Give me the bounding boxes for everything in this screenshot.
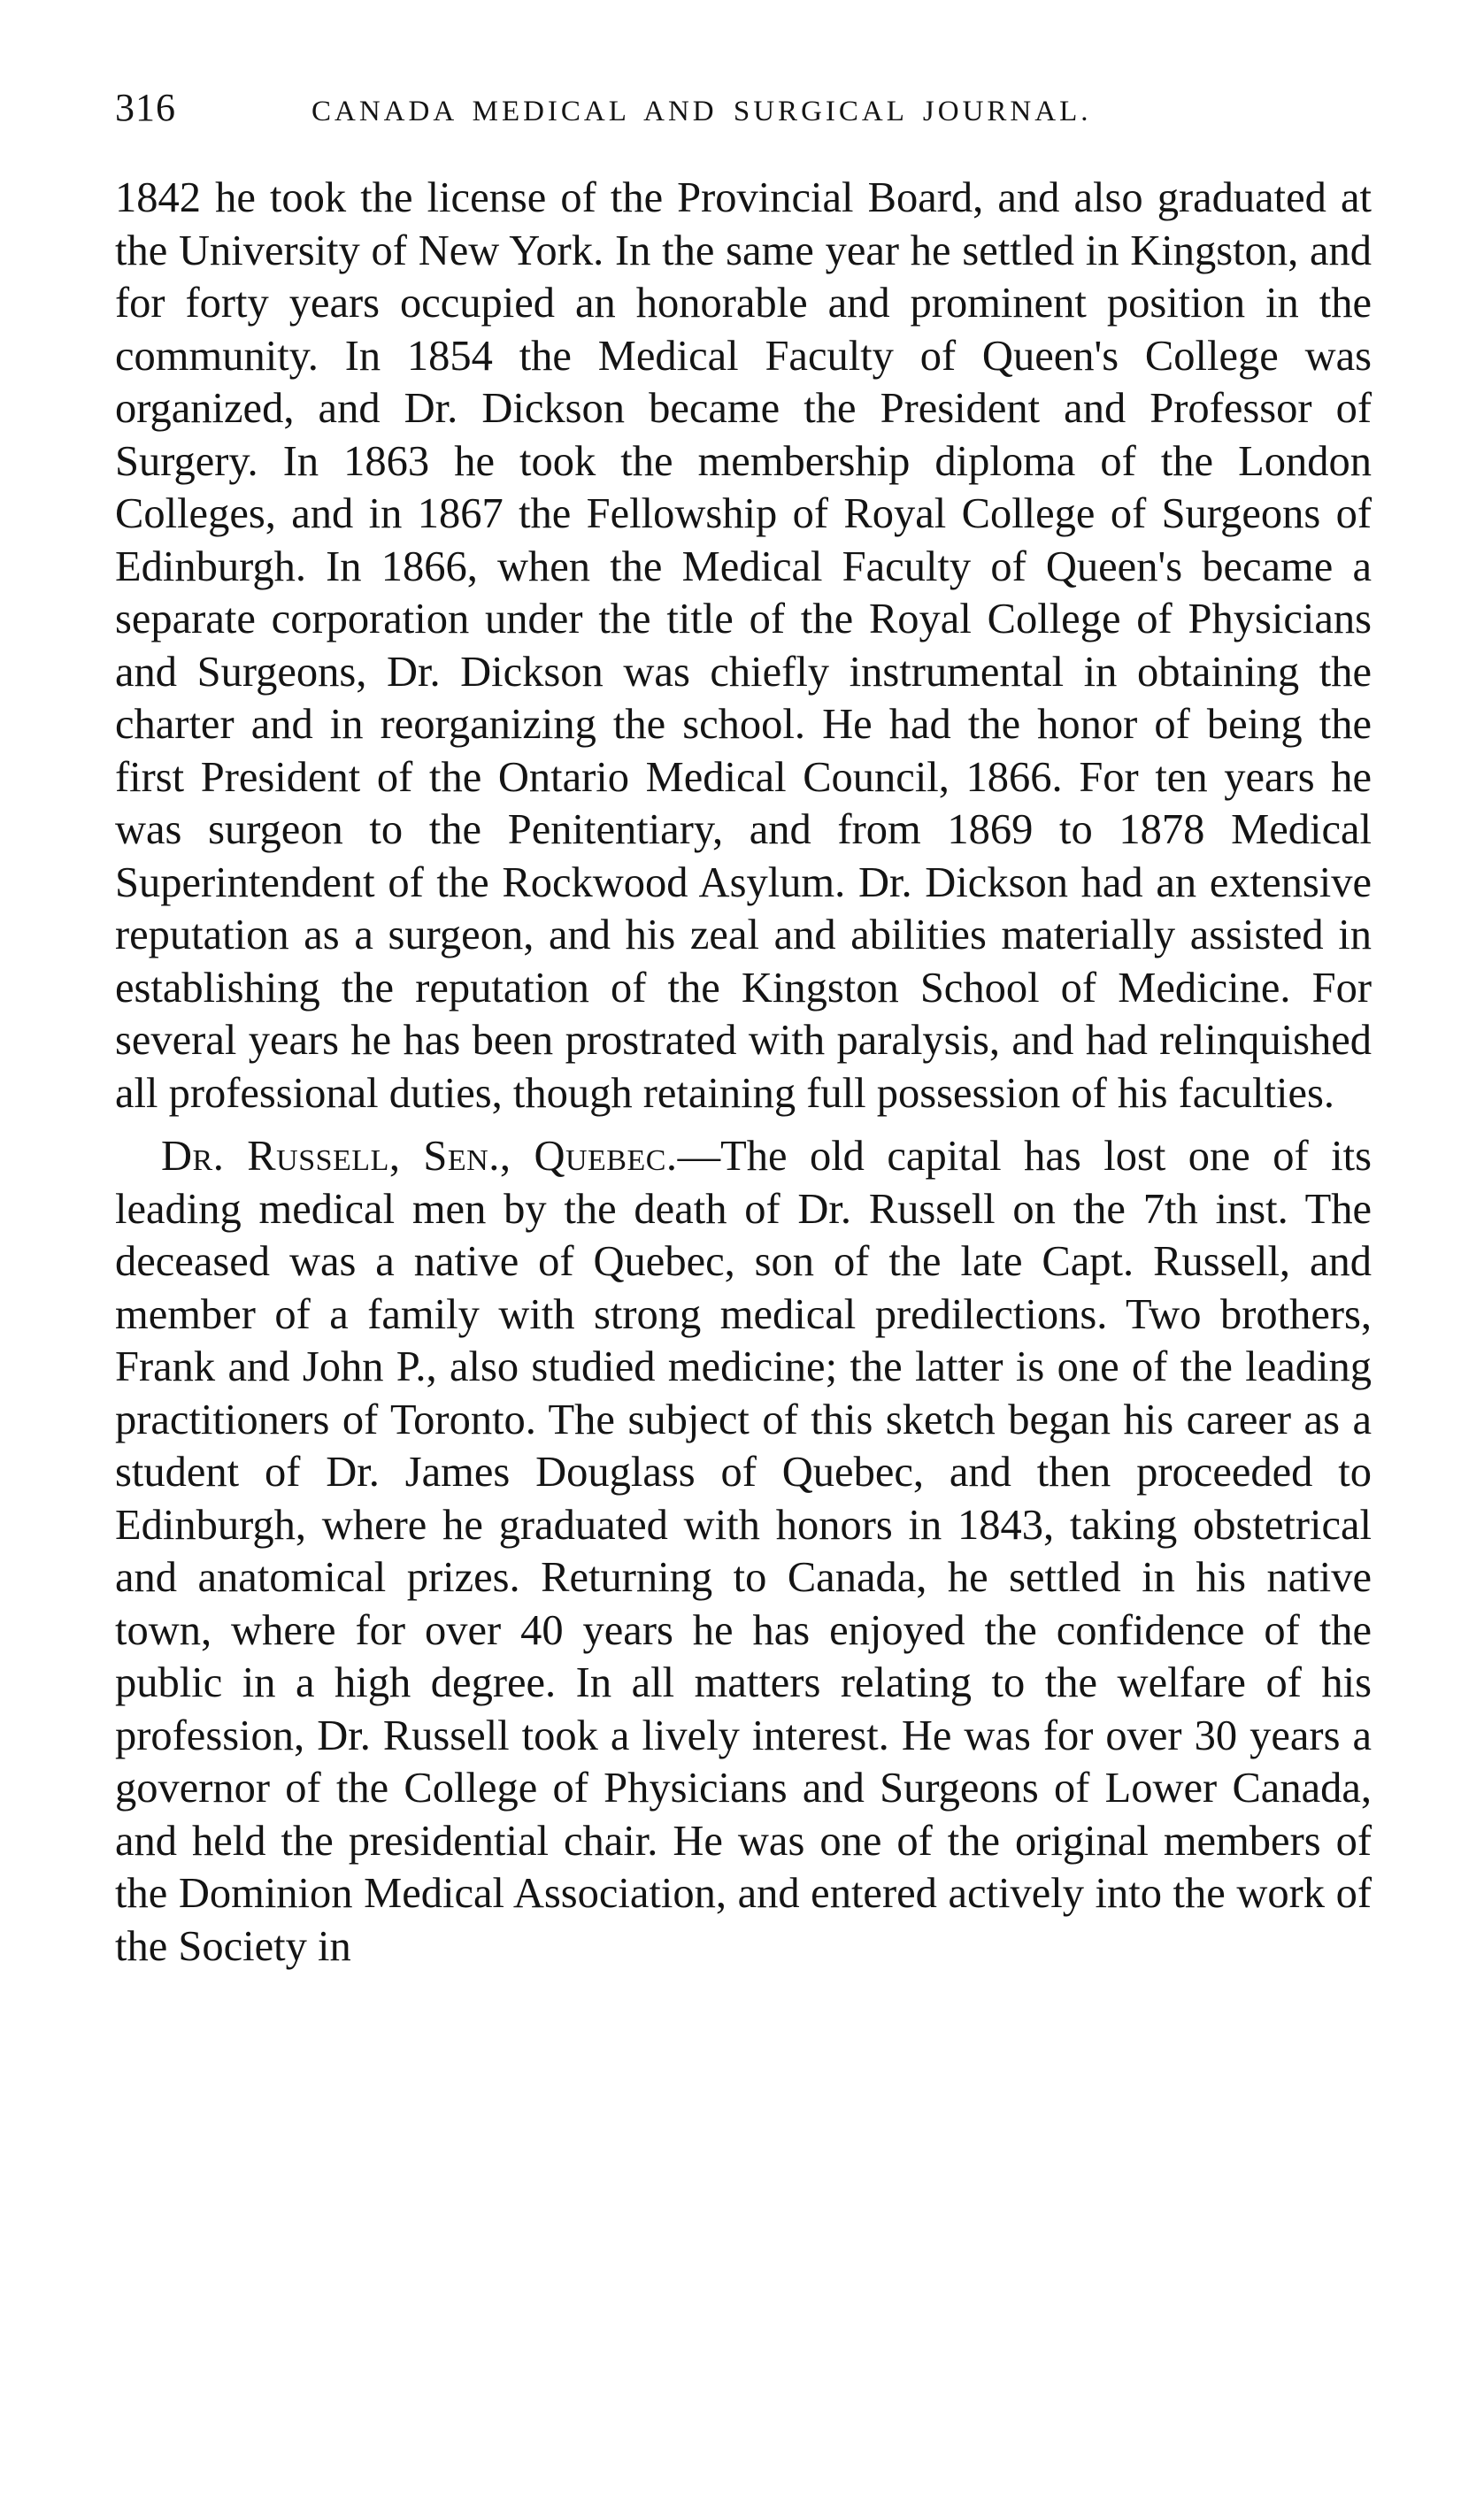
paragraph-heading: Dr. Russell, Sen., Quebec. <box>161 1133 678 1180</box>
running-head <box>115 81 1372 135</box>
article-body <box>115 172 1372 1973</box>
paragraph-text: 1842 he took the license of the Provincial Board, and also graduated at the University of New York. In the same year he settled in Kingston, and for forty years occupied an honorable and prominent position in the community. In 1854 the Medical Faculty of Queen's College was organized, and Dr. Dickson became the President and Professor of Surgery. In 1863 he took the membership diploma of the London Colleges, and in 1867 the Fellowship of Royal College of Surgeons of Edinburgh. In 1866, when the Medical Faculty of Queen's became a separate corporation under the title of the Royal College of Physicians and Surgeons, Dr. Dickson was chiefly instrumental in obtaining the charter and in reorganizing the school. He had the honor of being the first President of the Ontario Medical Council, 1866. For ten years he was surgeon to the Penitentiary, and from 1869 to 1878 Medical Superintendent of the Rockwood Asylum. Dr. Dickson had an extensive reputation as a surgeon, and his zeal and abilities materially assisted in establishing the reputation of the Kingston School of Medicine. For several years he has been prostrated with paralysis, and had relinquished all professional duties, though retaining full possession of his faculties. <box>115 174 1372 1117</box>
page-number: 316 <box>115 86 176 129</box>
paragraph-dickson-obituary <box>115 172 1372 1120</box>
paragraph-text: —The old capital has lost one of its leading medical men by the death of Dr. Russell on the 7th inst. The deceased was a native of Quebec, son of the late Capt. Russell, and member of a family with strong medical predilections. Two brothers, Frank and John P., also studied medicine; the latter is one of the leading practitioners of Toronto. The subject of this sketch began his career as a student of Dr. James Douglass of Quebec, and then proceeded to Edinburgh, where he graduated with honors in 1843, taking obstetrical and anatomical prizes. Returning to Canada, he settled in his native town, where for over 40 years he has enjoyed the confidence of the public in a high degree. In all matters relating to the welfare of his profession, Dr. Russell took a lively interest. He was for over 30 years a governor of the College of Physicians and Surgeons of Lower Canada, and held the presidential chair. He was one of the original members of the Dominion Medical Association, and entered actively into the work of the Society in <box>115 1133 1373 1970</box>
paragraph-russell-obituary <box>115 1130 1372 1973</box>
journal-title: CANADA MEDICAL AND SURGICAL JOURNAL. <box>311 96 1092 127</box>
